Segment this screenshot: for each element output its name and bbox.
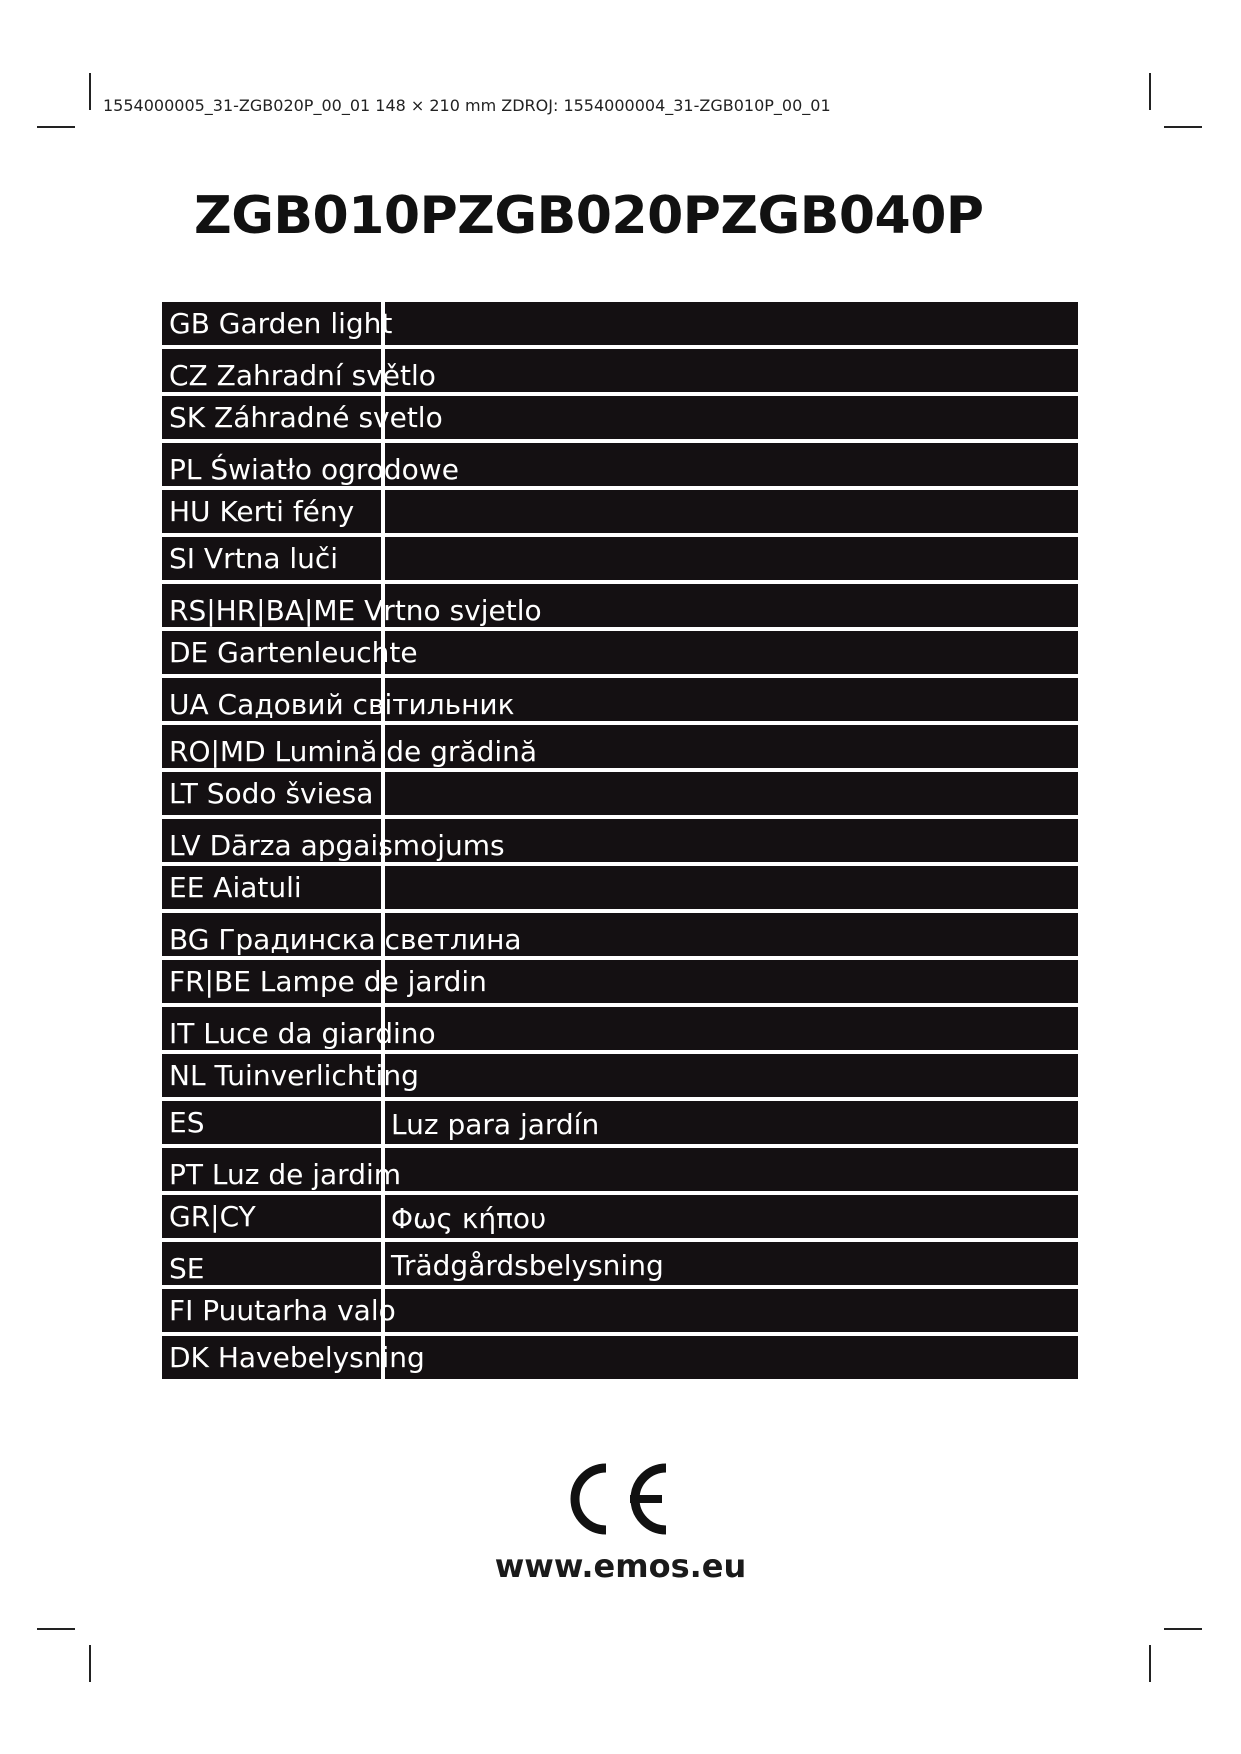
table-row — [162, 1289, 1078, 1332]
table-row — [162, 1195, 1078, 1238]
language-label: NL Tuinverlichting — [169, 1059, 419, 1092]
column-divider — [381, 772, 385, 815]
language-table — [162, 302, 1078, 1383]
language-label: IT Luce da giardino — [169, 1017, 436, 1050]
table-row — [162, 1242, 1078, 1285]
table-row — [162, 772, 1078, 815]
language-label: ES — [169, 1106, 205, 1139]
language-label: HU Kerti fény — [169, 495, 355, 528]
language-label: UA Садовий світильник — [169, 688, 515, 721]
table-row — [162, 631, 1078, 674]
column-divider — [381, 1101, 385, 1144]
column-divider — [381, 1195, 385, 1238]
language-label: DE Gartenleuchte — [169, 636, 418, 669]
language-label: PL Światło ogrodowe — [169, 453, 459, 486]
language-label: SK Záhradné svetlo — [169, 401, 443, 434]
table-row — [162, 819, 1078, 862]
table-row — [162, 443, 1078, 486]
table-row — [162, 396, 1078, 439]
language-label: RS|HR|BA|ME Vrtno svjetlo — [169, 594, 542, 627]
language-label: SE — [169, 1252, 205, 1285]
language-label: SI Vrtna luči — [169, 542, 339, 575]
column-divider — [381, 1242, 385, 1285]
table-row — [162, 490, 1078, 533]
language-label: BG Градинска светлина — [169, 923, 522, 956]
file-info: 1554000005_31-ZGB020P_00_01 148 × 210 mm ZDROJ: 1554000004_31-ZGB010P_00_01 — [103, 96, 831, 115]
crop-mark-top-right-vertical — [1149, 73, 1151, 110]
translation-text: Trädgårdsbelysning — [391, 1249, 664, 1282]
ce-mark-icon — [568, 1460, 674, 1538]
table-row — [162, 866, 1078, 909]
crop-mark-bottom-right-horizontal — [1164, 1628, 1202, 1630]
table-row — [162, 1007, 1078, 1050]
language-label: GR|CY — [169, 1200, 256, 1233]
table-row — [162, 349, 1078, 392]
table-row — [162, 1336, 1078, 1379]
translation-text: Luz para jardín — [391, 1108, 600, 1141]
table-row — [162, 725, 1078, 768]
website-link[interactable]: www.emos.eu — [494, 1547, 747, 1585]
language-label: DK Havebelysning — [169, 1341, 425, 1374]
table-row — [162, 1054, 1078, 1097]
language-label: LV Dārza apgaismojums — [169, 829, 505, 862]
table-row — [162, 537, 1078, 580]
translation-text: Φως κήπου — [391, 1202, 547, 1235]
table-row — [162, 960, 1078, 1003]
language-label: FR|BE Lampe de jardin — [169, 965, 487, 998]
crop-mark-top-left-vertical — [89, 73, 91, 110]
crop-mark-top-right-horizontal — [1164, 126, 1202, 128]
table-row — [162, 584, 1078, 627]
language-label: EE Aiatuli — [169, 871, 302, 904]
language-label: GB Garden light — [169, 307, 393, 340]
crop-mark-bottom-right-vertical — [1149, 1645, 1151, 1682]
table-row — [162, 302, 1078, 345]
crop-mark-bottom-left-vertical — [89, 1645, 91, 1682]
language-label: CZ Zahradní světlo — [169, 359, 436, 392]
table-row — [162, 913, 1078, 956]
table-row — [162, 1148, 1078, 1191]
language-label: LT Sodo šviesa — [169, 777, 374, 810]
page-title: ZGB010PZGB020PZGB040P — [194, 186, 984, 246]
column-divider — [381, 537, 385, 580]
crop-mark-bottom-left-horizontal — [37, 1628, 75, 1630]
language-label: RO|MD Lumină de grădină — [169, 735, 538, 768]
table-row — [162, 1101, 1078, 1144]
crop-mark-top-left-horizontal — [37, 126, 75, 128]
column-divider — [381, 490, 385, 533]
table-row — [162, 678, 1078, 721]
language-label: FI Puutarha valo — [169, 1294, 396, 1327]
column-divider — [381, 866, 385, 909]
language-label: PT Luz de jardim — [169, 1158, 402, 1191]
